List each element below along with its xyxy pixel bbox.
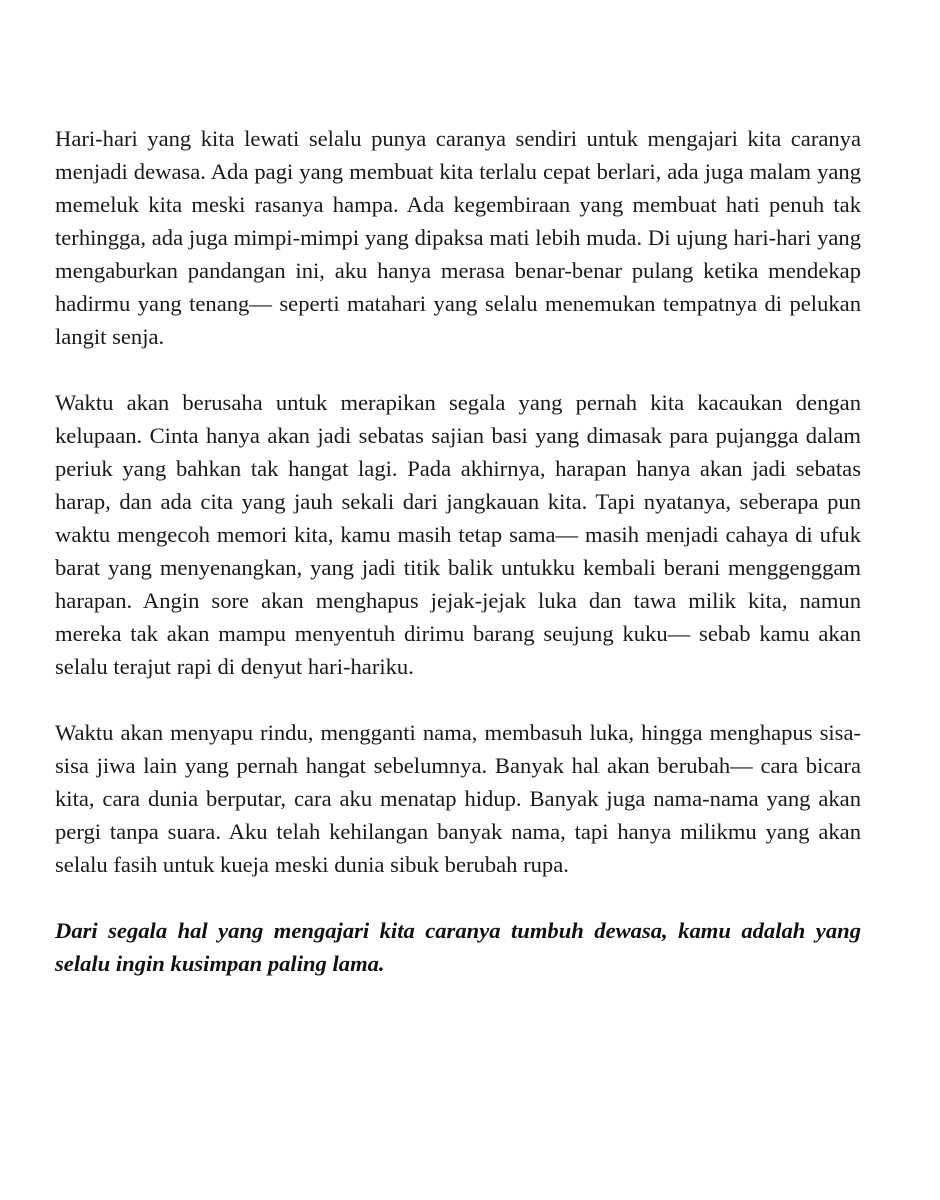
closing-statement: Dari segala hal yang mengajari kita caranya tumbuh dewasa, kamu adalah yang selalu ingin kusimpan paling lama. — [55, 918, 861, 976]
paragraph-2: Waktu akan berusaha untuk merapikan segala yang pernah kita kacaukan dengan kelupaan. Cinta hanya akan jadi sebatas sajian basi yang dimasak para pujangga dalam periuk yang bahkan tak hangat lagi. Pada akhirnya, harapan hanya akan jadi sebatas harap, dan ada cita yang jauh sekali dari jangkauan kita. Tapi nyatanya, seberapa pun waktu mengecoh memori kita, kamu masih tetap sama— masih menjadi cahaya di ufuk barat yang menyenangkan, yang jadi titik balik untukku kembali berani menggenggam harapan. Angin sore akan menghapus jejak-jejak luka dan tawa milik kita, namun mereka tak akan mampu menyentuh dirimu barang seujung kuku— sebab kamu akan selalu terajut rapi di denyut hari-hariku. — [55, 390, 861, 679]
paragraph-3: Waktu akan menyapu rindu, mengganti nama, membasuh luka, hingga menghapus sisa-sisa jiwa lain yang pernah hangat sebelumnya. Banyak hal akan berubah— cara bicara kita, cara dunia berputar, cara aku menatap hidup. Banyak juga nama-nama yang akan pergi tanpa suara. Aku telah kehilangan banyak nama, tapi hanya milikmu yang akan selalu fasih untuk kueja meski dunia sibuk berubah rupa. — [55, 720, 861, 877]
paragraph-1: Hari-hari yang kita lewati selalu punya caranya sendiri untuk mengajari kita caranya menjadi dewasa. Ada pagi yang membuat kita terlalu cepat berlari, ada juga malam yang memeluk kita meski rasanya hampa. Ada kegembiraan yang membuat hati penuh tak terhingga, ada juga mimpi-mimpi yang dipaksa mati lebih muda. Di ujung hari-hari yang mengaburkan pandangan ini, aku hanya merasa benar-benar pulang ketika mendekap hadirmu yang tenang— seperti matahari yang selalu menemukan tempatnya di pelukan langit senja. — [55, 126, 861, 349]
document-page — [55, 122, 861, 1013]
